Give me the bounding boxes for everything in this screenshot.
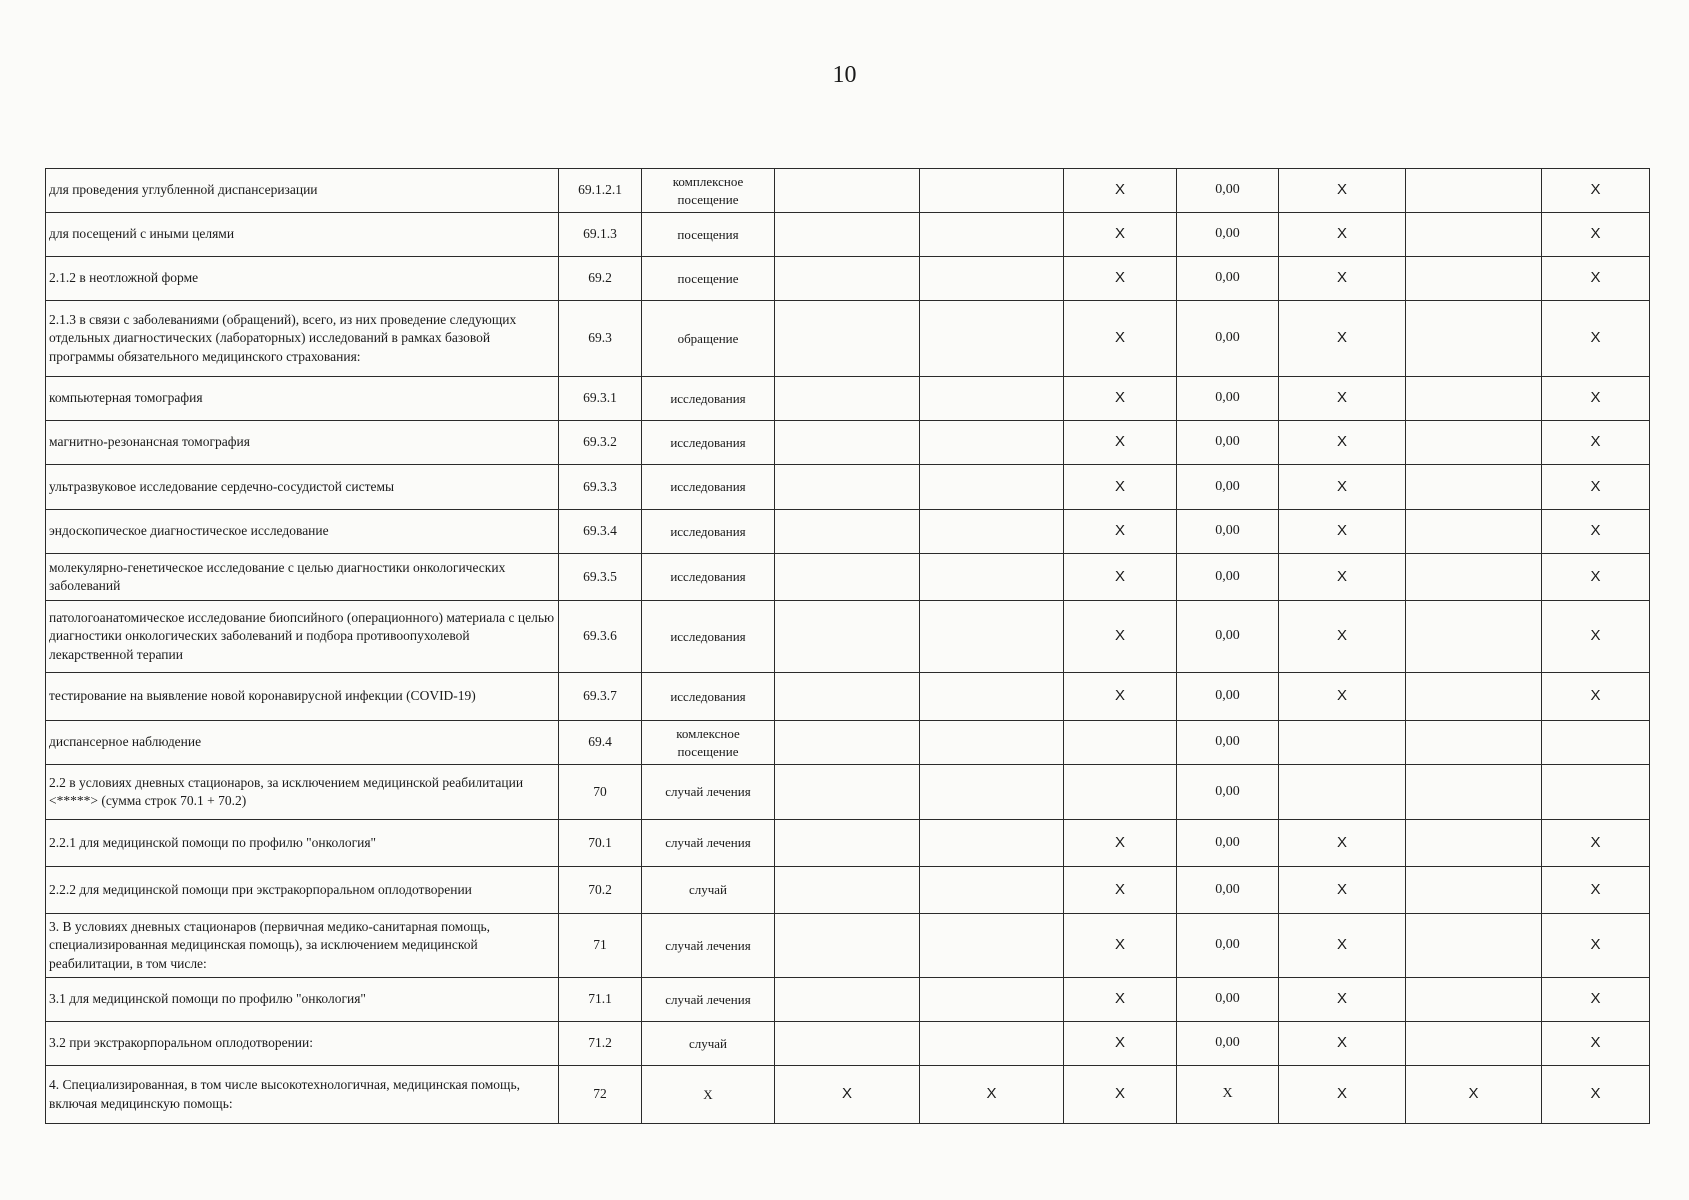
row-unit: комлексное посещение: [642, 721, 775, 765]
row-unit: обращение: [642, 301, 775, 377]
cell-col7: 0,00: [1177, 169, 1279, 213]
cell-col6: X: [1064, 213, 1177, 257]
cell-col6: X: [1064, 601, 1177, 673]
row-code: 69.2: [559, 257, 642, 301]
cell-col5: [920, 465, 1064, 510]
cell-col10: X: [1542, 601, 1650, 673]
cell-col5: [920, 421, 1064, 465]
cell-col8: X: [1279, 301, 1406, 377]
table-row: [46, 673, 1650, 721]
row-code: 70.2: [559, 867, 642, 914]
cell-col9: [1406, 421, 1542, 465]
row-code: 69.3.2: [559, 421, 642, 465]
cell-col6: X: [1064, 465, 1177, 510]
row-code: 71.2: [559, 1022, 642, 1066]
cell-col7: 0,00: [1177, 820, 1279, 867]
row-code: 69.3.7: [559, 673, 642, 721]
table-row: [46, 721, 1650, 765]
cell-col7: 0,00: [1177, 1022, 1279, 1066]
cell-col5: [920, 1022, 1064, 1066]
row-unit: случай лечения: [642, 765, 775, 820]
row-unit: исследования: [642, 377, 775, 421]
row-unit: посещение: [642, 257, 775, 301]
cell-col6: X: [1064, 1022, 1177, 1066]
cell-col7: 0,00: [1177, 673, 1279, 721]
cell-col7: 0,00: [1177, 301, 1279, 377]
cell-col8: X: [1279, 1022, 1406, 1066]
cell-col7: 0,00: [1177, 510, 1279, 554]
cell-col8: X: [1279, 510, 1406, 554]
row-name: 3.1 для медицинской помощи по профилю "онкология": [46, 978, 559, 1022]
row-unit: исследования: [642, 554, 775, 601]
row-code: 69.3.4: [559, 510, 642, 554]
row-unit: исследования: [642, 510, 775, 554]
row-name: эндоскопическое диагностическое исследование: [46, 510, 559, 554]
cell-col4: [775, 978, 920, 1022]
cell-col8: X: [1279, 673, 1406, 721]
cell-col10: X: [1542, 377, 1650, 421]
cell-col8: X: [1279, 554, 1406, 601]
cell-col9: [1406, 465, 1542, 510]
cell-col9: [1406, 601, 1542, 673]
row-unit: исследования: [642, 673, 775, 721]
cell-col6: [1064, 765, 1177, 820]
cell-col5: [920, 301, 1064, 377]
cell-col4: [775, 820, 920, 867]
cell-col5: [920, 554, 1064, 601]
row-unit: исследования: [642, 421, 775, 465]
row-code: 69.3.1: [559, 377, 642, 421]
row-name: 2.2.2 для медицинской помощи при экстракорпоральном оплодотворении: [46, 867, 559, 914]
cell-col10: X: [1542, 820, 1650, 867]
cell-col4: X: [775, 1066, 920, 1124]
cell-col7: 0,00: [1177, 257, 1279, 301]
cell-col6: [1064, 721, 1177, 765]
row-name: 2.1.2 в неотложной форме: [46, 257, 559, 301]
row-unit: случай лечения: [642, 978, 775, 1022]
cell-col10: X: [1542, 867, 1650, 914]
row-code: 70: [559, 765, 642, 820]
table-row: [46, 257, 1650, 301]
row-name: тестирование на выявление новой коронавирусной инфекции (COVID-19): [46, 673, 559, 721]
cell-col6: X: [1064, 978, 1177, 1022]
cell-col8: X: [1279, 377, 1406, 421]
table-row: [46, 765, 1650, 820]
cell-col9: [1406, 554, 1542, 601]
cell-col8: X: [1279, 257, 1406, 301]
cell-col10: X: [1542, 421, 1650, 465]
cell-col7: 0,00: [1177, 554, 1279, 601]
cell-col9: [1406, 213, 1542, 257]
row-unit: случай: [642, 1022, 775, 1066]
cell-col10: X: [1542, 1066, 1650, 1124]
cell-col5: X: [920, 1066, 1064, 1124]
cell-col6: X: [1064, 301, 1177, 377]
cell-col9: [1406, 914, 1542, 978]
table-body: [46, 169, 1650, 1124]
cell-col7: 0,00: [1177, 867, 1279, 914]
cell-col5: [920, 601, 1064, 673]
row-code: 69.3: [559, 301, 642, 377]
cell-col4: [775, 867, 920, 914]
row-name: ультразвуковое исследование сердечно-сосудистой системы: [46, 465, 559, 510]
cell-col10: X: [1542, 978, 1650, 1022]
cell-col10: [1542, 721, 1650, 765]
cell-col8: X: [1279, 820, 1406, 867]
table-row: [46, 914, 1650, 978]
row-name: 4. Специализированная, в том числе высокотехнологичная, медицинская помощь, включая медицинскую помощь:: [46, 1066, 559, 1124]
cell-col10: X: [1542, 213, 1650, 257]
row-name: 3.2 при экстракорпоральном оплодотворении:: [46, 1022, 559, 1066]
cell-col4: [775, 465, 920, 510]
cell-col10: X: [1542, 465, 1650, 510]
cell-col7: 0,00: [1177, 601, 1279, 673]
row-code: 69.3.3: [559, 465, 642, 510]
cell-col8: X: [1279, 465, 1406, 510]
cell-col8: [1279, 721, 1406, 765]
cell-col9: [1406, 673, 1542, 721]
table-row: [46, 820, 1650, 867]
table-row: [46, 421, 1650, 465]
table-row: [46, 1022, 1650, 1066]
cell-col8: [1279, 765, 1406, 820]
row-code: 71: [559, 914, 642, 978]
cell-col8: X: [1279, 601, 1406, 673]
cell-col5: [920, 721, 1064, 765]
cell-col4: [775, 721, 920, 765]
data-table: [45, 168, 1650, 1124]
cell-col10: X: [1542, 914, 1650, 978]
cell-col5: [920, 867, 1064, 914]
cell-col4: [775, 421, 920, 465]
cell-col7: X: [1177, 1066, 1279, 1124]
cell-col7: 0,00: [1177, 213, 1279, 257]
table-row: [46, 213, 1650, 257]
cell-col4: [775, 510, 920, 554]
cell-col5: [920, 765, 1064, 820]
row-name: 3. В условиях дневных стационаров (первичная медико-санитарная помощь, специализированная медицинская помощь), за исключением медицинской реабилитации, в том числе:: [46, 914, 559, 978]
cell-col8: X: [1279, 213, 1406, 257]
cell-col6: X: [1064, 421, 1177, 465]
row-name: компьютерная томография: [46, 377, 559, 421]
row-unit: случай лечения: [642, 914, 775, 978]
row-unit: случай: [642, 867, 775, 914]
cell-col4: [775, 554, 920, 601]
cell-col10: X: [1542, 510, 1650, 554]
row-code: 69.4: [559, 721, 642, 765]
table-row: [46, 1066, 1650, 1124]
cell-col4: [775, 601, 920, 673]
cell-col5: [920, 914, 1064, 978]
cell-col5: [920, 978, 1064, 1022]
row-name: диспансерное наблюдение: [46, 721, 559, 765]
table-row: [46, 867, 1650, 914]
cell-col4: [775, 765, 920, 820]
cell-col9: [1406, 1022, 1542, 1066]
row-name: 2.2 в условиях дневных стационаров, за исключением медицинской реабилитации <*****> (сумма строк 70.1 + 70.2): [46, 765, 559, 820]
cell-col4: [775, 301, 920, 377]
cell-col10: X: [1542, 1022, 1650, 1066]
row-code: 69.3.5: [559, 554, 642, 601]
table-row: [46, 301, 1650, 377]
cell-col6: X: [1064, 169, 1177, 213]
table-row: [46, 510, 1650, 554]
cell-col4: [775, 377, 920, 421]
cell-col5: [920, 510, 1064, 554]
cell-col7: 0,00: [1177, 465, 1279, 510]
cell-col7: 0,00: [1177, 421, 1279, 465]
cell-col10: [1542, 765, 1650, 820]
cell-col9: [1406, 510, 1542, 554]
cell-col6: X: [1064, 914, 1177, 978]
cell-col6: X: [1064, 377, 1177, 421]
cell-col5: [920, 213, 1064, 257]
cell-col6: X: [1064, 867, 1177, 914]
row-unit: комплексное посещение: [642, 169, 775, 213]
cell-col8: X: [1279, 978, 1406, 1022]
cell-col9: [1406, 765, 1542, 820]
cell-col5: [920, 377, 1064, 421]
row-name: магнитно-резонансная томография: [46, 421, 559, 465]
row-name: 2.1.3 в связи с заболеваниями (обращений), всего, из них проведение следующих отдельных диагностических (лабораторных) исследований в рамках базовой программы обязательного медицинского страхования:: [46, 301, 559, 377]
cell-col8: X: [1279, 1066, 1406, 1124]
cell-col9: [1406, 978, 1542, 1022]
table-row: [46, 169, 1650, 213]
row-code: 69.3.6: [559, 601, 642, 673]
cell-col7: 0,00: [1177, 765, 1279, 820]
cell-col10: X: [1542, 169, 1650, 213]
table-row: [46, 978, 1650, 1022]
cell-col10: X: [1542, 257, 1650, 301]
cell-col6: X: [1064, 554, 1177, 601]
cell-col8: X: [1279, 169, 1406, 213]
cell-col7: 0,00: [1177, 377, 1279, 421]
cell-col4: [775, 1022, 920, 1066]
cell-col10: X: [1542, 554, 1650, 601]
cell-col4: [775, 914, 920, 978]
row-code: 69.1.3: [559, 213, 642, 257]
cell-col6: X: [1064, 1066, 1177, 1124]
cell-col9: X: [1406, 1066, 1542, 1124]
row-name: 2.2.1 для медицинской помощи по профилю "онкология": [46, 820, 559, 867]
cell-col6: X: [1064, 820, 1177, 867]
cell-col6: X: [1064, 673, 1177, 721]
cell-col4: [775, 213, 920, 257]
page-number: 10: [832, 62, 857, 88]
cell-col7: 0,00: [1177, 721, 1279, 765]
cell-col10: X: [1542, 301, 1650, 377]
cell-col7: 0,00: [1177, 978, 1279, 1022]
cell-col8: X: [1279, 867, 1406, 914]
table-row: [46, 601, 1650, 673]
row-name: для проведения углубленной диспансеризации: [46, 169, 559, 213]
table-row: [46, 465, 1650, 510]
cell-col8: X: [1279, 914, 1406, 978]
row-name: для посещений с иными целями: [46, 213, 559, 257]
cell-col9: [1406, 169, 1542, 213]
cell-col8: X: [1279, 421, 1406, 465]
cell-col4: [775, 673, 920, 721]
cell-col7: 0,00: [1177, 914, 1279, 978]
table-row: [46, 554, 1650, 601]
cell-col6: X: [1064, 510, 1177, 554]
cell-col9: [1406, 820, 1542, 867]
table-row: [46, 377, 1650, 421]
cell-col6: X: [1064, 257, 1177, 301]
cell-col5: [920, 673, 1064, 721]
row-unit: исследования: [642, 465, 775, 510]
row-unit: исследования: [642, 601, 775, 673]
cell-col4: [775, 169, 920, 213]
row-name: молекулярно-генетическое исследование с целью диагностики онкологических заболеваний: [46, 554, 559, 601]
row-code: 72: [559, 1066, 642, 1124]
row-code: 70.1: [559, 820, 642, 867]
row-name: патологоанатомическое исследование биопсийного (операционного) материала с целью диагностики онкологических заболеваний и подбора противоопухолевой лекарственной терапии: [46, 601, 559, 673]
cell-col10: X: [1542, 673, 1650, 721]
row-code: 71.1: [559, 978, 642, 1022]
row-code: 69.1.2.1: [559, 169, 642, 213]
row-unit: X: [642, 1066, 775, 1124]
cell-col9: [1406, 377, 1542, 421]
row-unit: посещения: [642, 213, 775, 257]
cell-col4: [775, 257, 920, 301]
cell-col9: [1406, 867, 1542, 914]
cell-col9: [1406, 721, 1542, 765]
cell-col5: [920, 257, 1064, 301]
row-unit: случай лечения: [642, 820, 775, 867]
cell-col5: [920, 820, 1064, 867]
cell-col9: [1406, 301, 1542, 377]
cell-col9: [1406, 257, 1542, 301]
cell-col5: [920, 169, 1064, 213]
